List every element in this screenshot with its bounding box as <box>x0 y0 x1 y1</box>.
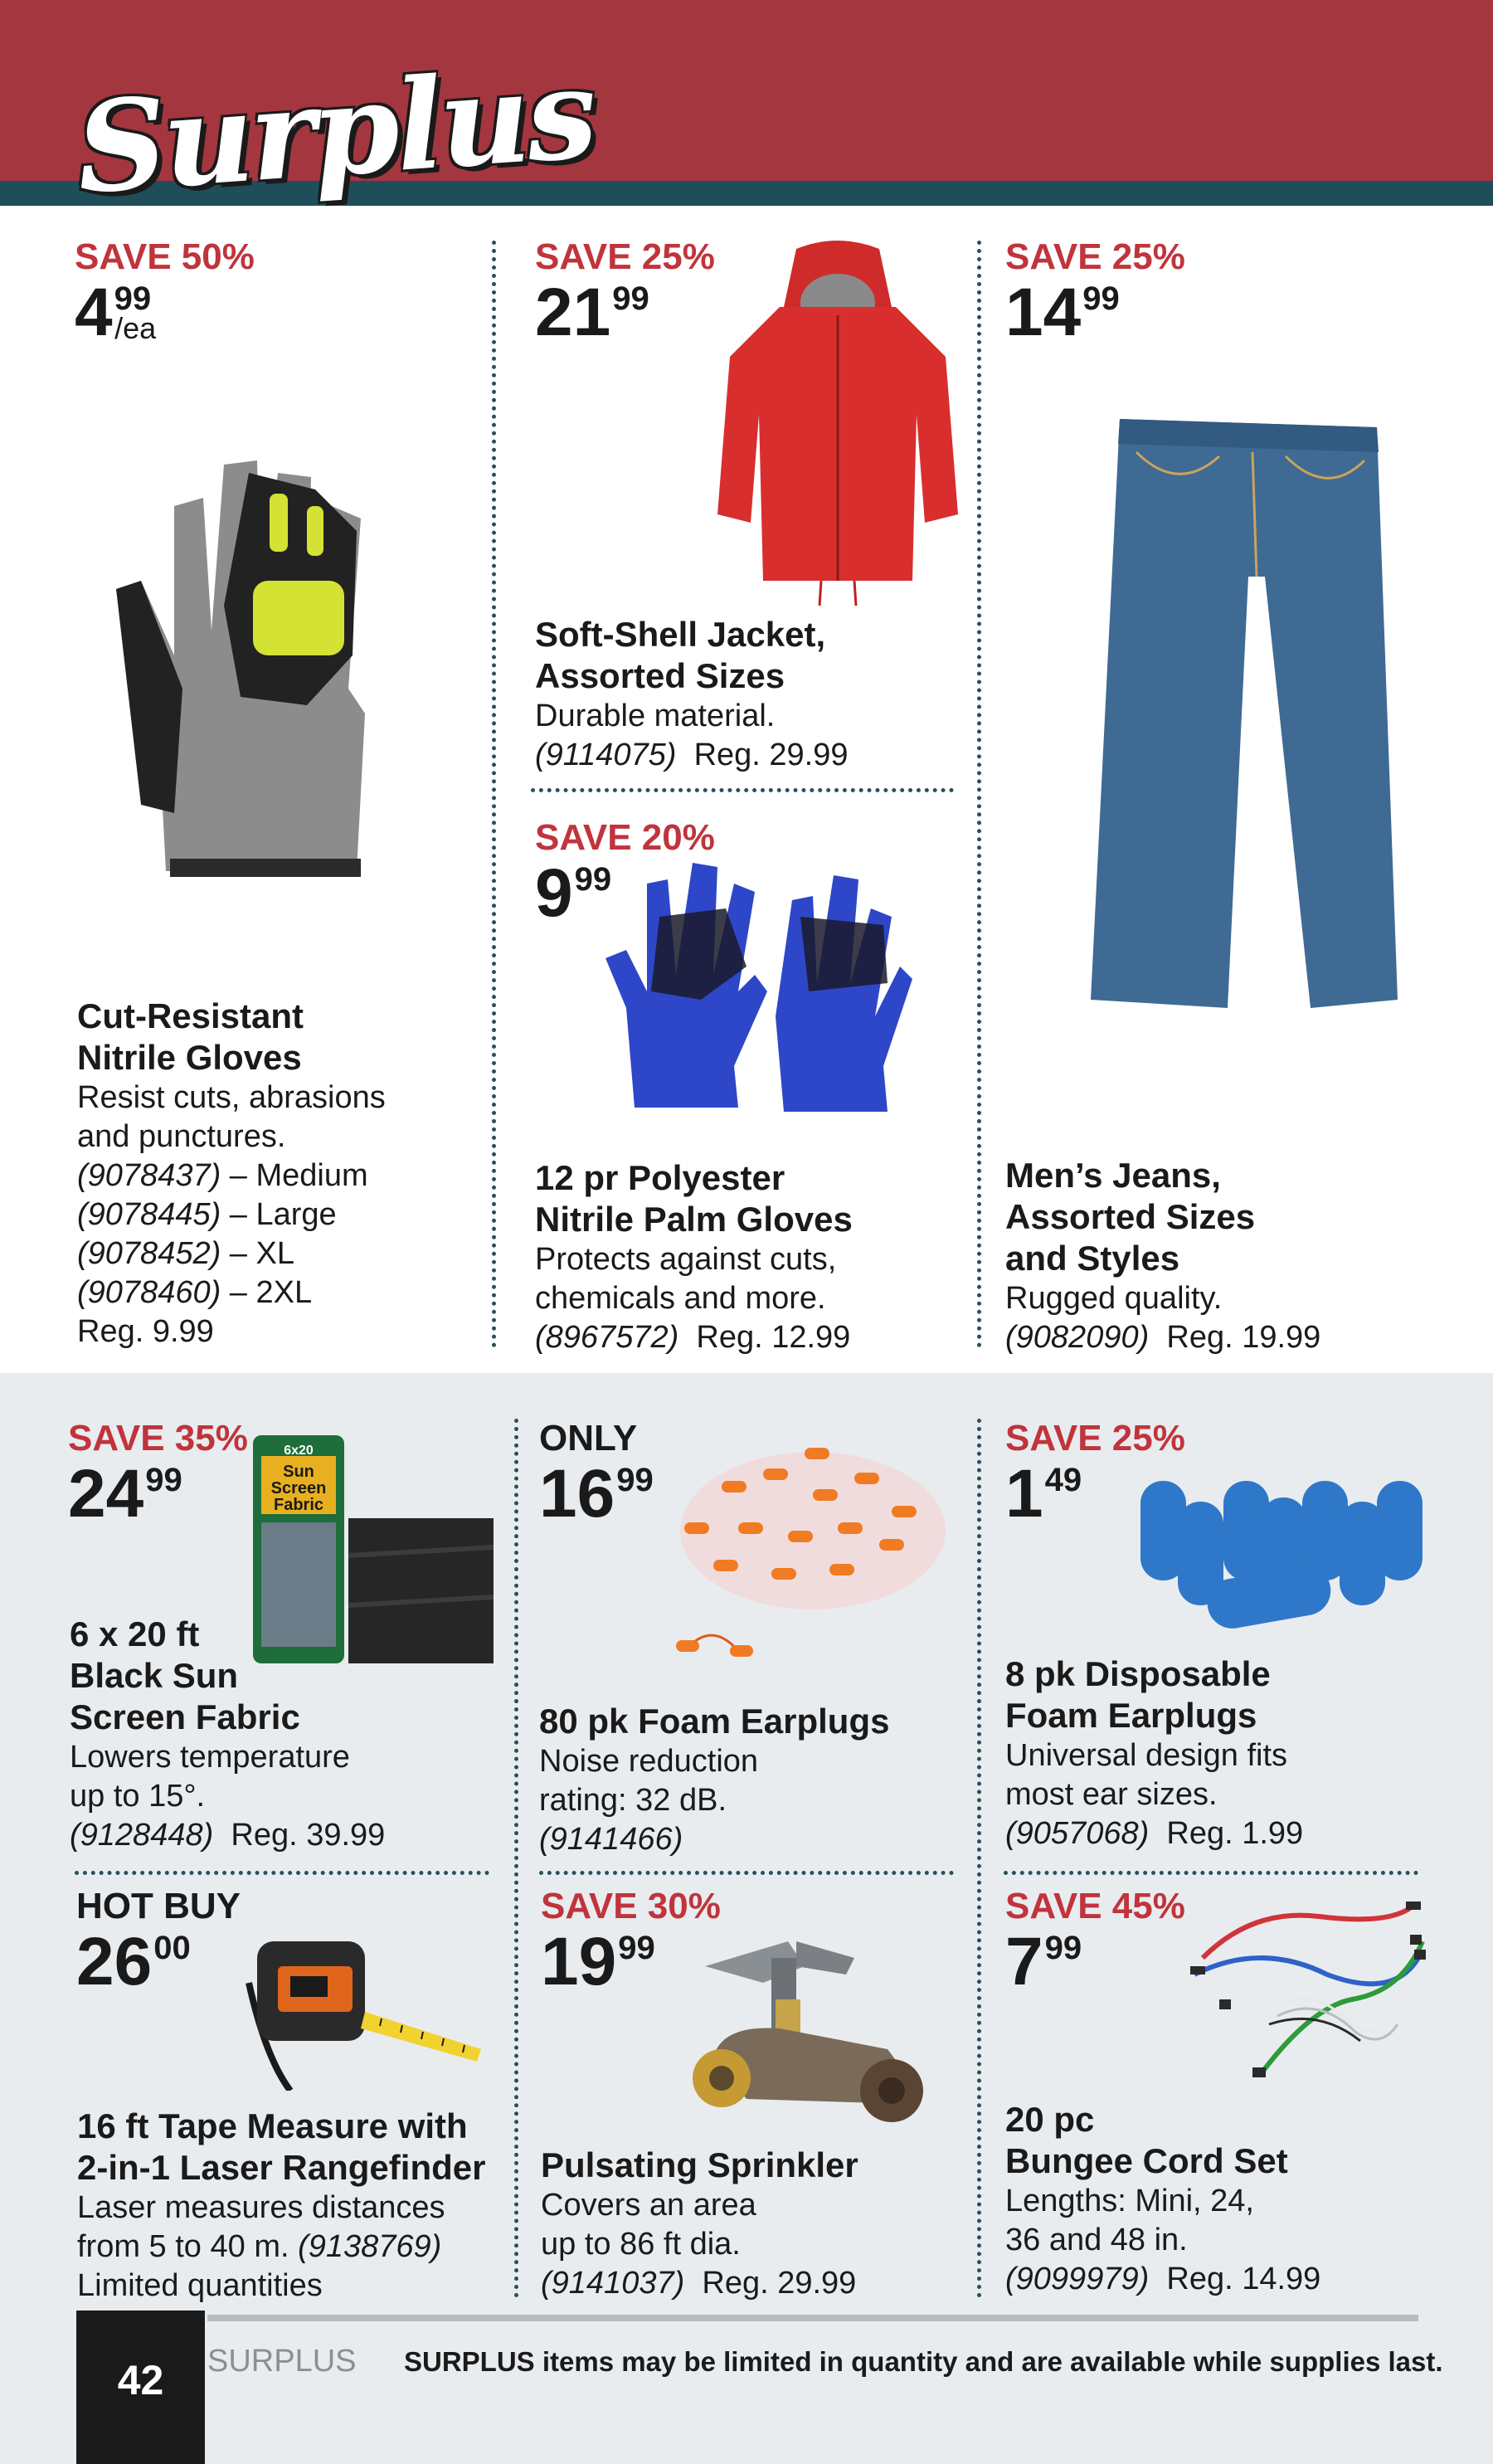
save-badge: SAVE 25% <box>1005 236 1185 277</box>
regular-price: Reg. 12.99 <box>696 1320 851 1355</box>
product-soft-shell-jacket-details <box>535 614 950 775</box>
sku-line <box>535 1318 966 1357</box>
save-badge: ONLY <box>539 1418 638 1458</box>
regular-price: Reg. 29.99 <box>702 2266 857 2301</box>
row-divider <box>75 1871 489 1875</box>
regular-price: Reg. 9.99 <box>77 1314 214 1349</box>
product-title: Screen Fabric <box>70 1697 300 1736</box>
regular-price: Reg. 39.99 <box>231 1818 386 1853</box>
save-badge: SAVE 20% <box>535 817 715 858</box>
product-title: Black Sun <box>70 1656 239 1695</box>
product-description: 36 and 48 in. <box>1005 2223 1188 2257</box>
price-cents: 99 <box>616 1462 654 1498</box>
regular-price: Reg. 14.99 <box>1166 2262 1321 2296</box>
save-badge: SAVE 35% <box>68 1418 248 1458</box>
product-title: Men’s Jeans, <box>1005 1156 1221 1195</box>
product-description: from 5 to 40 m. <box>77 2229 299 2264</box>
jacket-image <box>713 241 962 614</box>
column-divider <box>977 1419 981 2298</box>
footer-disclaimer: SURPLUS items may be limited in quantity and are available while supplies last. <box>404 2346 1443 2377</box>
sku-line <box>77 2228 517 2267</box>
price-cents: 99 <box>612 280 649 317</box>
product-bungee-cord-set <box>1005 1886 1213 1999</box>
product-cut-resistant-gloves-details <box>77 996 475 1351</box>
size: – Medium <box>221 1158 368 1193</box>
product-description: most ear sizes. <box>1005 1777 1218 1812</box>
product-tape-measure-details <box>77 2106 517 2306</box>
regular-price: Reg. 1.99 <box>1166 1816 1304 1851</box>
product-mens-jeans-details <box>1005 1155 1437 1357</box>
blue-earplugs-image <box>1136 1477 1427 1634</box>
product-description: Lowers temperature <box>70 1740 350 1775</box>
product-description: Resist cuts, abrasions <box>77 1080 386 1115</box>
product-description: up to 86 ft dia. <box>541 2227 741 2262</box>
product-description: Laser measures distances <box>77 2190 445 2225</box>
product-title: 12 pr Polyester <box>535 1158 785 1197</box>
surplus-logo: Surplus <box>71 40 599 222</box>
price-cents: 00 <box>153 1930 191 1966</box>
product-description: Durable material. <box>535 699 776 733</box>
product-title: 20 pc <box>1005 2100 1095 2139</box>
package-label-text: Fabric <box>273 1496 324 1514</box>
price-dollars: 4 <box>75 275 113 350</box>
product-title: 16 ft Tape Measure with <box>77 2106 468 2145</box>
product-bungee-cord-set-details <box>1005 2099 1437 2299</box>
product-description: Universal design fits <box>1005 1738 1288 1773</box>
footer-rule <box>207 2315 1418 2321</box>
product-sun-screen-fabric-details <box>70 1614 501 1855</box>
column-divider <box>977 241 981 1348</box>
sku-line <box>1005 2260 1437 2299</box>
price-cents: 99 <box>1044 1930 1082 1966</box>
footer-section-label: SURPLUS <box>207 2344 357 2379</box>
sku: (9078452) <box>77 1236 221 1271</box>
sku: (9082090) <box>1005 1320 1150 1355</box>
product-title: Nitrile Gloves <box>77 1038 302 1077</box>
product-title: 8 pk Disposable <box>1005 1654 1271 1693</box>
sprinkler-image <box>688 1916 937 2136</box>
product-title: Assorted Sizes <box>1005 1197 1256 1236</box>
product-description: Protects against cuts, <box>535 1242 837 1277</box>
product-description: rating: 32 dB. <box>539 1783 727 1818</box>
price-cents: 99 <box>574 861 612 898</box>
size: – 2XL <box>221 1275 313 1310</box>
product-title: 80 pk Foam Earplugs <box>539 1702 890 1741</box>
product-title: Bungee Cord Set <box>1005 2141 1288 2180</box>
sku-line <box>1005 1814 1437 1853</box>
sku: (9114075) <box>535 738 677 772</box>
sku-line <box>77 1157 475 1195</box>
regular-price: Reg. 29.99 <box>693 738 849 772</box>
product-title: and Styles <box>1005 1239 1180 1278</box>
save-badge: HOT BUY <box>76 1886 241 1926</box>
price <box>75 275 473 350</box>
price-unit: /ea <box>114 311 157 345</box>
price-dollars: 24 <box>68 1456 144 1531</box>
price-dollars: 21 <box>535 275 611 350</box>
sku: (9057068) <box>1005 1816 1150 1851</box>
product-title: Cut-Resistant <box>77 996 304 1035</box>
product-title: 6 x 20 ft <box>70 1614 200 1653</box>
column-divider <box>492 241 496 1348</box>
sku-line <box>70 1816 501 1855</box>
product-description: Covers an area <box>541 2188 756 2223</box>
sku: (9078437) <box>77 1158 221 1193</box>
price-cents: 99 <box>145 1462 182 1498</box>
product-description: Lengths: Mini, 24, <box>1005 2184 1254 2218</box>
price <box>1005 275 1254 350</box>
price-cents: 99 <box>618 1930 655 1966</box>
price-dollars: 7 <box>1005 1924 1043 1999</box>
product-pulsating-sprinkler-details <box>541 2145 972 2303</box>
price-dollars: 1 <box>1005 1456 1043 1531</box>
row-divider <box>539 1871 954 1875</box>
price-cents: 49 <box>1044 1462 1082 1498</box>
sku: (9128448) <box>70 1818 214 1853</box>
product-mens-jeans <box>1005 236 1254 350</box>
price <box>1005 1924 1213 1999</box>
availability-note: Limited quantities <box>77 2268 323 2303</box>
sku: (9078445) <box>77 1197 221 1232</box>
product-title: Soft-Shell Jacket, <box>535 615 826 654</box>
product-foam-earplugs-80pk-details <box>539 1701 970 1859</box>
save-badge: SAVE 25% <box>1005 1418 1185 1458</box>
product-sun-screen-fabric <box>68 1418 275 1531</box>
sku: (9078460) <box>77 1275 221 1310</box>
sku: (9099979) <box>1005 2262 1150 2296</box>
product-title: Foam Earplugs <box>1005 1696 1257 1735</box>
product-palm-gloves-details <box>535 1157 966 1357</box>
price-dollars: 14 <box>1005 275 1082 350</box>
sku: (9141466) <box>539 1822 683 1857</box>
package-label-text: Sun <box>283 1463 314 1481</box>
sku-line <box>541 2264 972 2303</box>
tape-measure-image <box>241 1933 489 2091</box>
price <box>68 1456 275 1531</box>
row-divider <box>1004 1871 1418 1875</box>
product-title: Nitrile Palm Gloves <box>535 1200 853 1239</box>
price-dollars: 26 <box>76 1924 153 1999</box>
save-badge: SAVE 25% <box>535 236 715 277</box>
price-dollars: 16 <box>539 1456 615 1531</box>
save-badge: SAVE 30% <box>541 1886 721 1926</box>
product-description: up to 15°. <box>70 1779 206 1814</box>
glove-brand-text: MAXA <box>261 673 315 694</box>
price-cents: 99 <box>114 280 152 317</box>
cut-resistant-gloves-image <box>108 440 440 879</box>
product-disposable-earplugs-8pk-details <box>1005 1653 1437 1853</box>
sku: (9141037) <box>541 2266 685 2301</box>
product-title: Assorted Sizes <box>535 656 785 695</box>
palm-gloves-image <box>601 859 917 1124</box>
product-title: 2-in-1 Laser Rangefinder <box>77 2148 486 2187</box>
product-description: and punctures. <box>77 1119 286 1154</box>
sku: (9138769) <box>298 2229 442 2264</box>
price-dollars: 9 <box>535 855 573 931</box>
sku-line <box>1005 1318 1437 1357</box>
sku-line <box>539 1820 970 1859</box>
price <box>535 275 742 350</box>
bungee-cords-image <box>1186 1892 1427 2082</box>
product-cut-resistant-gloves <box>75 236 473 350</box>
price-cents: 99 <box>1082 280 1120 317</box>
sku-line <box>77 1195 475 1234</box>
sku: (8967572) <box>535 1320 679 1355</box>
package-label-text: Screen <box>270 1479 327 1497</box>
page-number: 42 <box>76 2311 205 2464</box>
jeans-image <box>1087 419 1402 1016</box>
earplugs-bags-image <box>664 1423 950 1680</box>
save-badge: SAVE 45% <box>1005 1886 1185 1926</box>
product-description: Noise reduction <box>539 1744 759 1779</box>
product-description: chemicals and more. <box>535 1281 826 1316</box>
sku-line <box>77 1273 475 1312</box>
product-description: Rugged quality. <box>1005 1281 1223 1316</box>
product-soft-shell-jacket <box>535 236 742 350</box>
size: – XL <box>221 1236 294 1271</box>
sku-line <box>535 736 950 775</box>
regular-price: Reg. 19.99 <box>1166 1320 1321 1355</box>
package-size-text: 6x20 <box>284 1444 314 1458</box>
price-dollars: 19 <box>541 1924 617 1999</box>
product-title: Pulsating Sprinkler <box>541 2145 858 2184</box>
sku-line <box>77 1234 475 1273</box>
row-divider <box>531 788 954 792</box>
size: – Large <box>221 1197 337 1232</box>
save-badge: SAVE 50% <box>75 236 255 277</box>
